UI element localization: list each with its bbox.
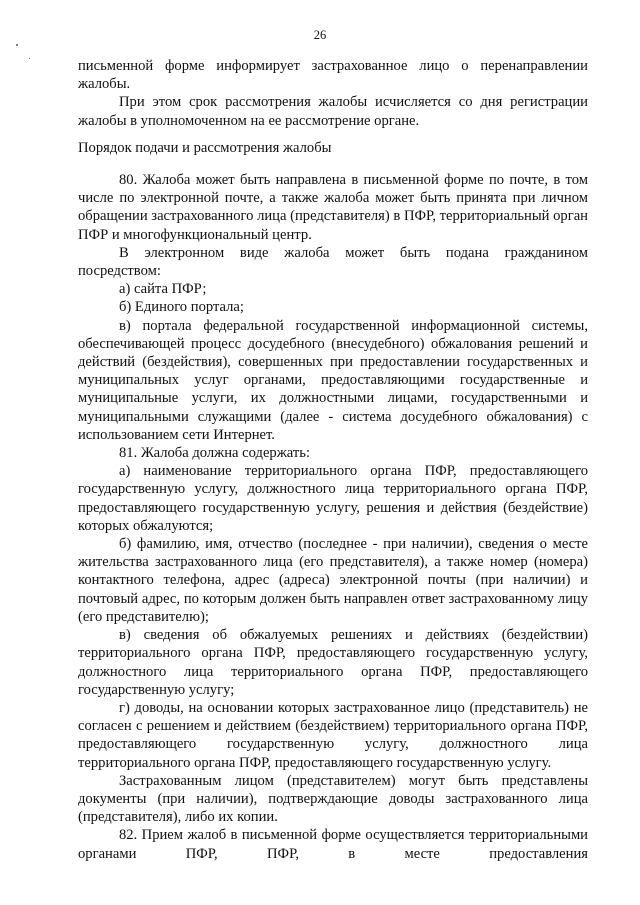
paragraph: 82. Прием жалоб в письменной форме осуществляется территориальными органами ПФР, ПФР, в месте предоставления — [78, 827, 588, 862]
list-item: г) доводы, на основании которых застрахованное лицо (представитель) не согласен с решением и действием (бездействием) территориального органа ПФР, предоставляющего государственную услугу, должностного лица территориального органа ПФР, предоставляющего государственную услугу. — [78, 699, 588, 771]
section-heading: Порядок подачи и рассмотрения жалобы — [78, 139, 332, 156]
paragraph: письменной форме информирует застрахованное лицо о перенаправлении жалобы. — [78, 58, 588, 93]
paragraph: 80. Жалоба может быть направлена в письменной форме по почте, в том числе по электронной почте, а также жалоба может быть принята при личном обращении застрахованного лица (представителя) в ПФР, территориальный орган ПФР и многофункциональный центр. — [78, 172, 588, 243]
page-number: 26 — [313, 28, 327, 42]
document-body — [78, 57, 588, 863]
list-item: в) портала федеральной государственной информационной системы, обеспечивающей процесс досудебного (внесудебного) обжалования решений и действий (бездействия), совершенных при предоставлении государственных и муниципальных услуг органами, предоставляющими государственные и муниципальные услуги, их должностными лицами, государственными и муниципальными служащими (далее - система досудебного обжалования) с использованием сети Интернет. — [78, 317, 588, 443]
list-item: а) сайта ПФР; — [119, 281, 207, 298]
list-item: б) фамилию, имя, отчество (последнее - при наличии), сведения о месте жительства застрахованного лица (его представителя), а также номер (номера) контактного телефона, адрес (адреса) электронной почты (при наличии) и почтовый адрес, по которым должен быть направлен ответ застрахованному лицу (его представителю); — [78, 536, 588, 625]
list-item: б) Единого портала; — [119, 299, 244, 316]
scan-speck — [16, 44, 18, 46]
list-item: а) наименование территориального органа ПФР, предоставляющего государственную услугу, должностного лица территориального органа ПФР, предоставляющего государственную услугу, решения и действия (бездействие) которых обжалуются; — [78, 463, 588, 534]
scan-speck — [29, 58, 30, 59]
list-item: в) сведения об обжалуемых решениях и действиях (бездействии) территориального органа ПФР, предоставляющего государственную услугу, должностного лица территориального органа ПФР, предоставляющего государственную услугу; — [78, 627, 588, 698]
paragraph: 81. Жалоба должна содержать: — [119, 445, 310, 462]
paragraph: Застрахованным лицом (представителем) могут быть представлены документы (при наличии), подтверждающие доводы застрахованного лица (представителя), либо их копии. — [78, 772, 588, 826]
paragraph: При этом срок рассмотрения жалобы исчисляется со дня регистрации жалобы в уполномоченном на ее рассмотрение органе. — [78, 94, 588, 129]
paragraph: В электронном виде жалоба может быть подана гражданином посредством: — [78, 244, 588, 280]
